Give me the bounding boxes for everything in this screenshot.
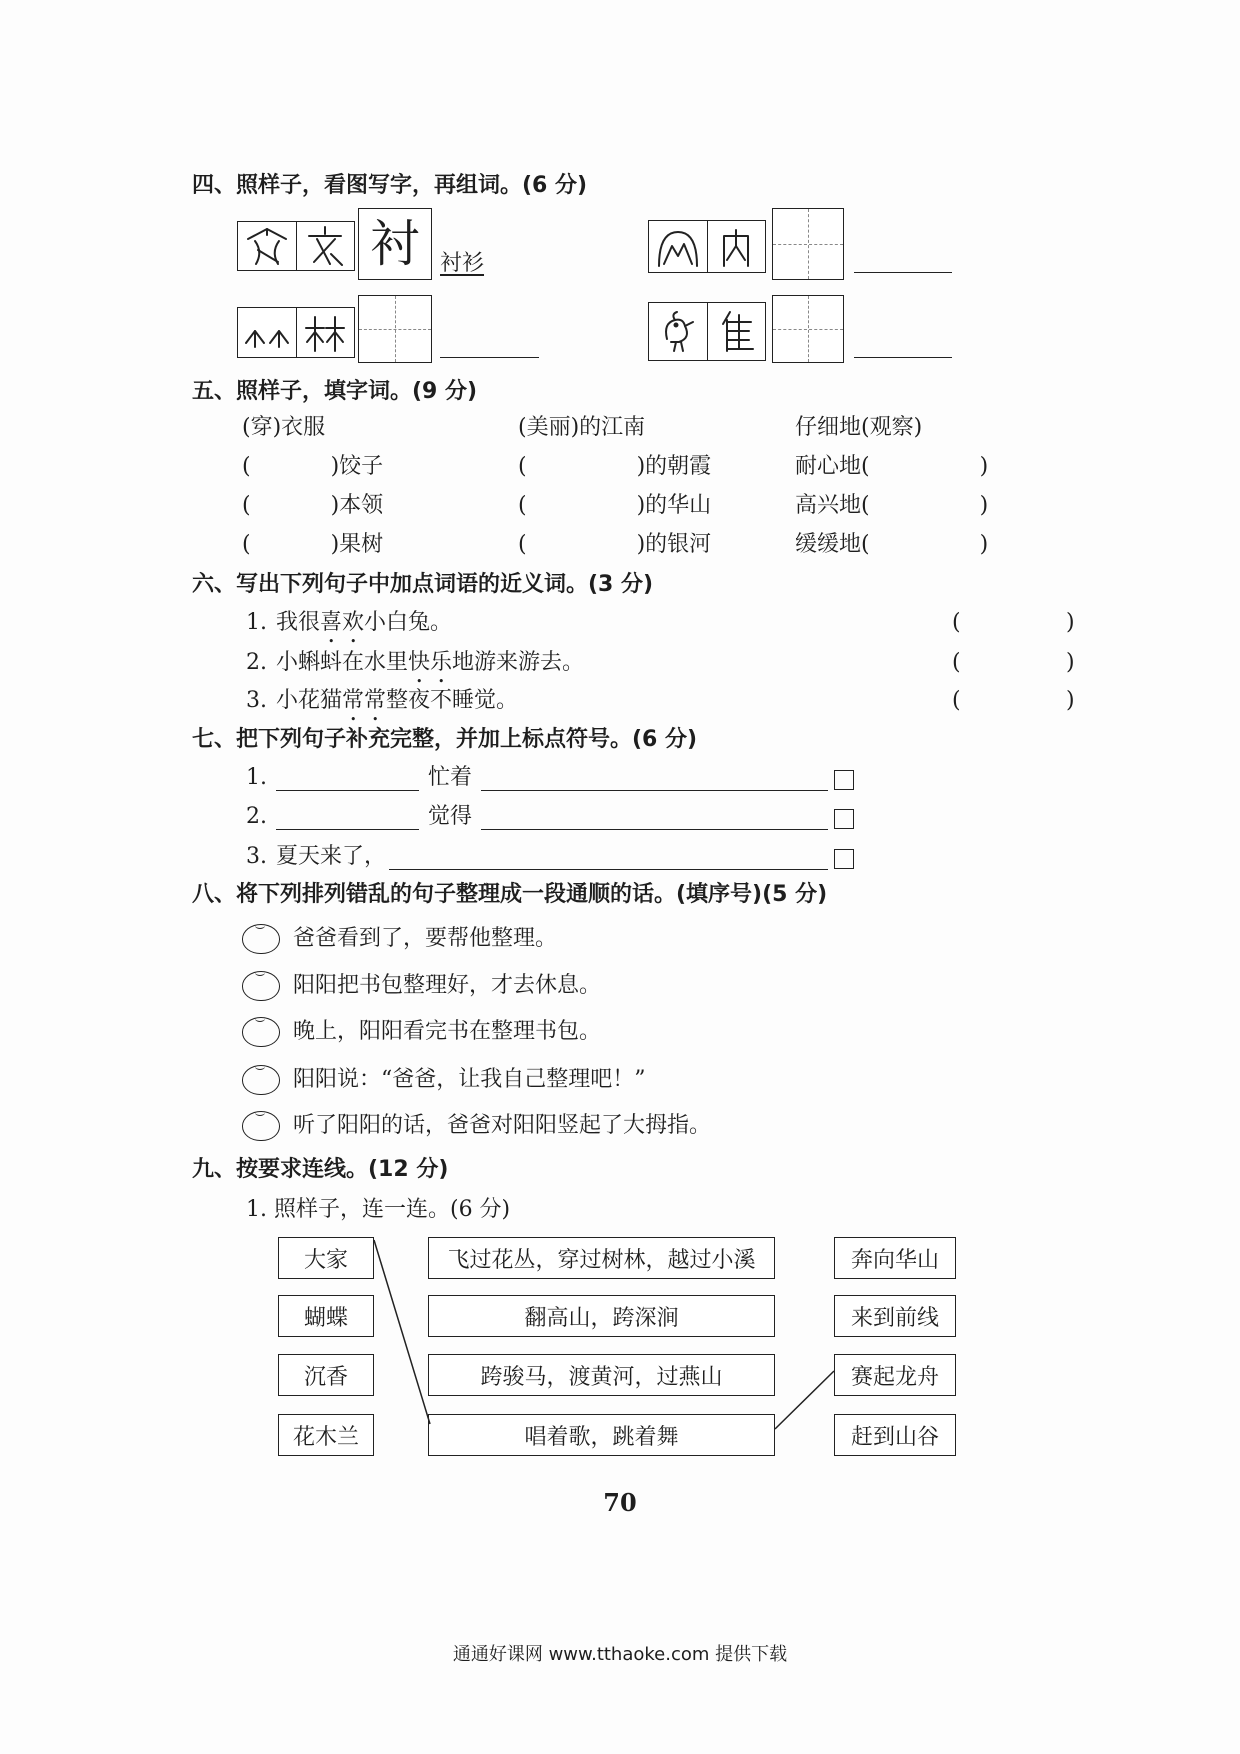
sentence-number: 3.: [246, 844, 267, 869]
seal-yi-glyph-icon: [300, 224, 350, 268]
sentence-lead: 夏天来了，: [276, 844, 387, 869]
match-action-box[interactable]: 唱着歌，跳着舞: [428, 1414, 775, 1456]
ancient-yi-picture-icon: [242, 224, 292, 268]
pictograph-cell: [238, 308, 297, 357]
match-destination-box[interactable]: 来到前线: [834, 1295, 956, 1337]
pictograph-pair-lin: [237, 307, 355, 358]
pictograph-cell: [649, 221, 708, 272]
pictograph-cell: [297, 308, 355, 357]
match-destination-box[interactable]: 赶到山谷: [834, 1414, 956, 1456]
answer-paren-open: (: [952, 650, 961, 675]
section7-title: 七、把下列句子补充完整，并加上标点符号。(6 分): [192, 727, 698, 752]
seal-zhui-glyph-icon: [711, 307, 761, 357]
fill-phrase: ( )饺子: [242, 454, 384, 479]
pictograph-pair-yi: [237, 221, 355, 271]
sentence-keyword: 觉得: [428, 804, 473, 829]
order-number-oval[interactable]: [242, 924, 280, 954]
example-char: 衬: [370, 215, 420, 273]
seal-lin-glyph-icon: [300, 311, 350, 355]
sentence-number: 2.: [246, 650, 267, 675]
answer-line[interactable]: [276, 790, 419, 791]
match-destination-box[interactable]: 赛起龙舟: [834, 1354, 956, 1396]
pictograph-cell: [708, 303, 766, 360]
order-number-oval[interactable]: [242, 1065, 280, 1095]
answer-line[interactable]: [389, 869, 828, 870]
order-number-oval[interactable]: [242, 1017, 280, 1047]
pictograph-cell: [649, 303, 708, 360]
section4-title: 四、照样子，看图写字，再组词。(6 分): [192, 173, 588, 198]
ancient-rou-picture-icon: [653, 224, 703, 270]
shuffled-sentence: 听了阳阳的话，爸爸对阳阳竖起了大拇指。: [293, 1113, 712, 1138]
answer-paren-open: (: [952, 688, 961, 713]
fill-phrase: 高兴地( ): [795, 493, 989, 518]
order-number-oval[interactable]: [242, 971, 280, 1001]
shuffled-sentence: 阳阳把书包整理好，才去休息。: [293, 973, 602, 998]
seal-nei-glyph-icon: [711, 224, 761, 270]
pictograph-pair-rou: [648, 220, 766, 273]
punctuation-box[interactable]: [834, 770, 854, 790]
sentence-number: 3.: [246, 688, 267, 713]
ancient-bird-picture-icon: [653, 307, 703, 357]
pictograph-cell: [708, 221, 766, 272]
word-answer-line[interactable]: [854, 357, 952, 358]
fill-phrase: 耐心地( ): [795, 454, 989, 479]
match-subject-box[interactable]: 蝴蝶: [278, 1295, 374, 1337]
answer-line[interactable]: [481, 829, 828, 830]
punctuation-box[interactable]: [834, 809, 854, 829]
write-char-box[interactable]: [358, 295, 432, 363]
page-number: 70: [603, 1488, 637, 1517]
source-footer: 通通好课网 www.tthaoke.com 提供下载: [452, 1644, 788, 1665]
pictograph-cell: [297, 222, 355, 270]
sentence: 我很喜欢小白兔。: [276, 610, 453, 635]
shuffled-sentence: 阳阳说：“爸爸，让我自己整理吧！”: [293, 1067, 646, 1092]
sentence-number: 2.: [246, 804, 267, 829]
answer-paren-close: ): [1066, 610, 1075, 635]
answer-paren-open: (: [952, 610, 961, 635]
example-char-box: [358, 208, 432, 280]
match-action-box[interactable]: 翻高山，跨深涧: [428, 1295, 775, 1337]
section8-title: 八、将下列排列错乱的句子整理成一段通顺的话。(填序号)(5 分): [192, 882, 828, 907]
section9-subtitle: 1. 照样子，连一连。(6 分): [246, 1197, 511, 1222]
fill-phrase: ( )果树: [242, 532, 384, 557]
connector-line: [775, 1371, 834, 1429]
example-word: 衬衫: [440, 251, 485, 276]
answer-line[interactable]: [481, 790, 828, 791]
punctuation-box[interactable]: [834, 849, 854, 869]
section9-title: 九、按要求连线。(12 分): [192, 1157, 449, 1182]
match-destination-box[interactable]: 奔向华山: [834, 1237, 956, 1279]
answer-paren-close: ): [1066, 650, 1075, 675]
shuffled-sentence: 晚上，阳阳看完书在整理书包。: [293, 1019, 602, 1044]
sentence-keyword: 忙着: [428, 765, 473, 790]
word-answer-line[interactable]: [440, 357, 539, 358]
match-subject-box[interactable]: 花木兰: [278, 1414, 374, 1456]
section6-title: 六、写出下列句子中加点词语的近义词。(3 分): [192, 572, 654, 597]
fill-phrase: ( )的朝霞: [518, 454, 712, 479]
fill-phrase: ( )本领: [242, 493, 384, 518]
order-number-oval[interactable]: [242, 1111, 280, 1141]
ancient-lin-picture-icon: [242, 311, 292, 355]
match-action-box[interactable]: 跨骏马，渡黄河，过燕山: [428, 1354, 775, 1396]
pictograph-cell: [238, 222, 297, 270]
connector-line: [374, 1240, 430, 1424]
match-subject-box[interactable]: 大家: [278, 1237, 374, 1279]
fill-phrase: 缓缓地( ): [795, 532, 989, 557]
fill-phrase: ( )的银河: [518, 532, 712, 557]
fill-phrase: ( )的华山: [518, 493, 712, 518]
dotted-word: 快乐: [408, 650, 453, 675]
write-char-box[interactable]: [772, 208, 844, 280]
sentence-number: 1.: [246, 610, 267, 635]
dotted-word: 喜欢: [320, 610, 365, 635]
example-phrase: 仔细地(观察): [795, 415, 923, 440]
example-phrase: (美丽)的江南: [518, 415, 646, 440]
dotted-word: 常常: [342, 688, 387, 713]
shuffled-sentence: 爸爸看到了，要帮他整理。: [293, 926, 558, 951]
sentence: 小蝌蚪在水里快乐地游来游去。: [276, 650, 585, 675]
answer-line[interactable]: [276, 829, 419, 830]
example-phrase: (穿)衣服: [242, 415, 326, 440]
sentence: 小花猫常常整夜不睡觉。: [276, 688, 519, 713]
write-char-box[interactable]: [772, 295, 844, 363]
match-action-box[interactable]: 飞过花丛，穿过树林，越过小溪: [428, 1237, 775, 1279]
word-answer-line[interactable]: [854, 272, 952, 273]
answer-paren-close: ): [1066, 688, 1075, 713]
section5-title: 五、照样子，填字词。(9 分): [192, 379, 478, 404]
pictograph-pair-zhui: [648, 302, 766, 361]
match-subject-box[interactable]: 沉香: [278, 1354, 374, 1396]
sentence-number: 1.: [246, 765, 267, 790]
